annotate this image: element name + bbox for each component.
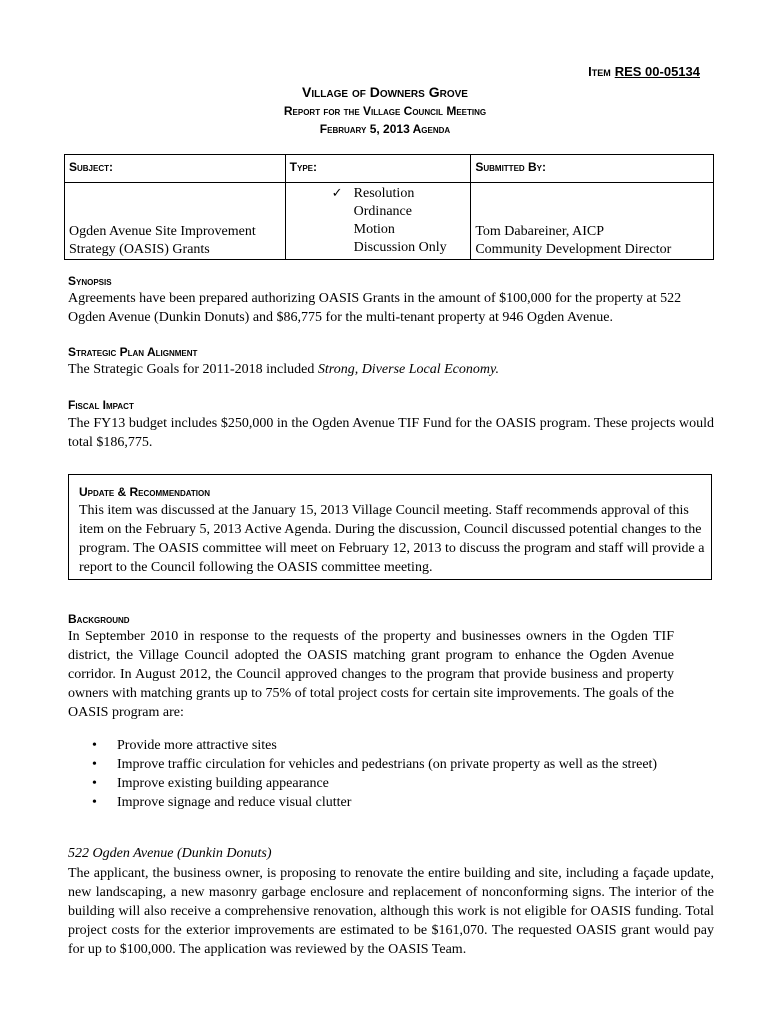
background-heading: Background [68,612,130,626]
bullet-icon: • [92,738,97,753]
submitter-title: Community Development Director [475,242,672,257]
update-text: This item was discussed at the January 15, 2013 Village Council meeting. Staff recommends approval of this item on the February 5, 2013 Active Agenda. During the discussion, Council discussed potential changes to the program. The OASIS committee will meet on February 12, 2013 to discuss the program and staff will provide a report to the Council following the OASIS committee meeting. [79,503,705,575]
type-label: Type: [285,155,471,183]
item-number-line [560,64,700,79]
fiscal-text: The FY13 budget includes $250,000 in the Ogden Avenue TIF Fund for the OASIS program. These projects would total $186,775. [68,416,714,450]
submitted-label: Submitted By: [471,155,714,183]
ogden-522-text: The applicant, the business owner, is proposing to renovate the entire building and site, including a façade update, new landscaping, a new masonry garbage enclosure and replacement of nonconforming signs. The interior of the building will also receive a comprehensive renovation, although this work is not eligible for OASIS funding. Total project costs for the exterior improvements are estimated to be $161,070. The requested OASIS grant would pay for up to $100,000. The application was reviewed by the OASIS Team. [68,866,714,957]
meta-table [64,154,714,260]
fiscal-heading: Fiscal Impact [68,398,134,412]
list-item: • Provide more attractive sites [92,738,277,753]
type-cell [285,183,471,260]
ogden-522-heading: 522 Ogden Avenue (Dunkin Donuts) [68,846,272,861]
synopsis-text: Agreements have been prepared authorizing OASIS Grants in the amount of $100,000 for the property at 522 Ogden Avenue (Dunkin Donuts) and $86,775 for the multi-tenant property at 946 Ogden Avenue. [68,291,682,325]
strategic-text [68,360,714,379]
type-option-motion: Motion [353,222,395,237]
submitted-cell [471,183,714,260]
bullet-icon: • [92,776,97,791]
bullet-icon: • [92,795,97,810]
strategic-heading: Strategic Plan Alignment [68,345,198,359]
bullet-icon: • [92,757,97,772]
checkmark-icon: ✓ [331,186,343,201]
goals-list [68,736,688,812]
background-text: In September 2010 in response to the requests of the property and businesses owners in the Ogden TIF district, the Village Council adopted the OASIS matching grant program to enhance the Ogden Avenue corridor. In August 2012, the Council approved changes to the program that provide business and property owners with matching grants up to 75% of total project costs for certain site improvements. The goals of the OASIS program are: [68,629,674,720]
subject-line-2: Strategy (OASIS) Grants [69,242,210,257]
item-label: Item [588,64,611,79]
strategic-text-prefix: The Strategic Goals for 2011-2018 included [68,362,318,377]
document-title: Village of Downers Grove [302,84,468,100]
list-item: • Improve signage and reduce visual clutter [92,795,352,810]
strategic-goal: Strong, Diverse Local Economy. [317,362,499,377]
subject-label: Subject: [65,155,286,183]
item-number: RES 00-05134 [614,64,700,79]
subject-line-1: Ogden Avenue Site Improvement [69,224,256,239]
update-box [68,474,712,580]
subject-cell [65,183,286,260]
type-option-ordinance: Ordinance [353,204,412,219]
synopsis-heading: Synopsis [68,274,112,288]
document-subtitle: Report for the Village Council Meeting [283,104,487,118]
type-option-discussion: Discussion Only [353,240,447,255]
type-option-resolution: Resolution [353,186,415,201]
agenda-date: February 5, 2013 Agenda [319,122,451,136]
list-item: • Improve traffic circulation for vehicles and pedestrians (on private property as well as the street) [92,757,658,772]
list-item: • Improve existing building appearance [92,776,329,791]
submitter-name: Tom Dabareiner, AICP [475,224,605,239]
update-heading: Update & Recommendation [79,485,211,499]
